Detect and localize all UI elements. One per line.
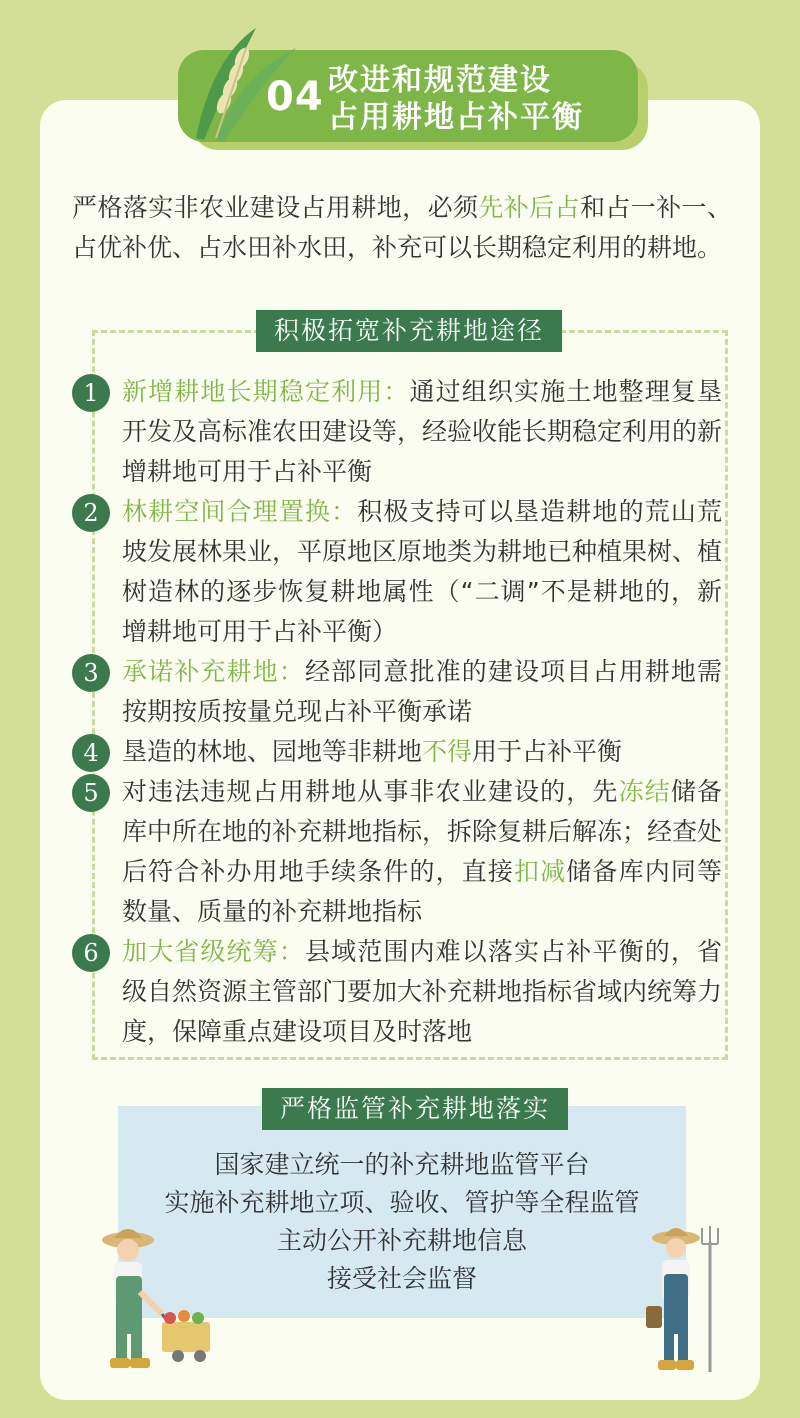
farmer-pitchfork-illustration — [640, 1222, 730, 1382]
list-item: 4 垦造的林地、园地等非耕地不得用于占补平衡 — [72, 732, 722, 772]
item-text: 经部同意批准的建设项目占用耕地需按期按质按量兑现占补平衡承诺 — [122, 657, 722, 726]
supervision-line: 实施补充耕地立项、验收、管护等全程监管 — [164, 1188, 640, 1217]
item-lead: 加大省级统筹： — [122, 937, 305, 966]
number-badge: 6 — [72, 934, 110, 972]
section-label-supervise: 严格监管补充耕地落实 — [262, 1088, 568, 1130]
intro-highlight: 先补后占 — [478, 193, 580, 222]
section-number: 04 — [266, 74, 324, 120]
item-lead: 承诺补充耕地： — [122, 657, 305, 686]
supervision-line: 主动公开补充耕地信息 — [276, 1226, 527, 1255]
item-text: 通过组织实施土地整理复垦开发及高标准农田建设等，经验收能长期稳定利用的新增耕地可用于占补平衡 — [122, 377, 723, 486]
number-badge: 4 — [72, 734, 110, 772]
list-item — [72, 372, 722, 492]
page-title — [328, 62, 584, 136]
title-line-1: 改进和规范建设 — [328, 63, 552, 98]
number-badge: 3 — [72, 654, 110, 692]
intro-paragraph: 严格落实非农业建设占用耕地，必须先补后占和占一补一、占优补优、占水田补水田，补充可以长期稳定利用的耕地。 — [72, 193, 732, 262]
section-label-expand: 积极拓宽补充耕地途径 — [256, 310, 562, 352]
list-item — [72, 652, 722, 732]
item-text: 县域范围内难以落实占补平衡的，省级自然资源主管部门要加大补充耕地指标省域内统筹力度，保障重点建设项目及时落地 — [122, 937, 723, 1046]
supervision-line: 国家建立统一的补充耕地监管平台 — [214, 1150, 590, 1179]
number-badge: 1 — [72, 374, 110, 412]
item-highlight: 不得 — [422, 737, 473, 766]
number-badge: 5 — [72, 774, 110, 812]
item-lead: 新增耕地长期稳定利用： — [122, 377, 410, 406]
supervision-line: 接受社会监督 — [326, 1264, 477, 1293]
title-line-2: 占用耕地占补平衡 — [328, 100, 584, 135]
wheat-leaves-icon — [186, 28, 306, 148]
list-item — [72, 932, 722, 1052]
item-lead: 林耕空间合理置换： — [122, 497, 358, 526]
farmer-cart-illustration — [90, 1222, 220, 1382]
item-highlight: 冻结 — [618, 777, 671, 806]
list-item: 5 对违法违规占用耕地从事非农业建设的，先冻结储备库中所在地的补充耕地指标，拆除复耕后解冻；经查处后符合补办用地手续条件的，直接扣减储备库内同等数量、质量的补充耕地指标 — [72, 772, 722, 932]
item-text: 积极支持可以垦造耕地的荒山荒坡发展林果业，平原地区原地类为耕地已种植果树、植树造林的逐步恢复耕地属性（“二调”不是耕地的，新增耕地可用于占补平衡） — [122, 497, 723, 646]
item-highlight: 扣减 — [514, 857, 567, 886]
list-item — [72, 492, 722, 652]
number-badge: 2 — [72, 494, 110, 532]
measures-list — [72, 372, 722, 1052]
